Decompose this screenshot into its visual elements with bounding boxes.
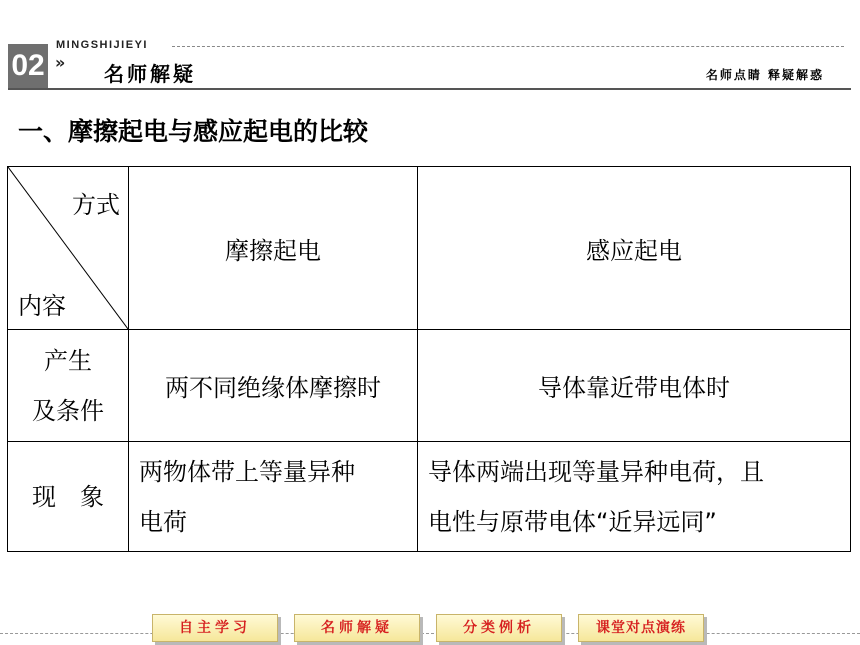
nav-button-self-study[interactable]: 自主学习: [152, 614, 278, 642]
cell-line: 两物体带上等量异种: [139, 457, 355, 486]
table-row: [8, 330, 851, 442]
double-chevron-icon: »: [55, 53, 66, 72]
table-cell: 两不同绝缘体摩擦时: [129, 330, 418, 442]
table-cell: 导体靠近带电体时: [418, 330, 851, 442]
header-caption: 名师点睛 释疑解惑: [705, 68, 824, 82]
section-title: 名师解疑: [104, 62, 196, 86]
nav-button-teacher-explain[interactable]: 名师解疑: [294, 614, 420, 642]
cell-line: 导体两端出现等量异种电荷，且: [428, 457, 764, 486]
page-heading: 一、摩擦起电与感应起电的比较: [18, 117, 369, 146]
row-header-line: 及条件: [32, 396, 104, 425]
comparison-table: [7, 166, 851, 552]
table-header-row: [8, 167, 851, 330]
footer-dashed-divider: [0, 633, 860, 634]
column-header-friction: 摩擦起电: [129, 167, 418, 330]
corner-cell: [8, 167, 129, 330]
table-row: [8, 442, 851, 552]
corner-label-content: 内容: [18, 292, 66, 320]
nav-button-class-practice[interactable]: 课堂对点演练: [578, 614, 704, 642]
cell-line: 电性与原带电体“近异远同”: [428, 507, 717, 536]
section-pinyin: MINGSHIJIEYI: [56, 39, 148, 51]
column-header-induction: 感应起电: [418, 167, 851, 330]
row-header-line: 产生: [44, 346, 92, 375]
header-dashed-divider: [172, 46, 844, 47]
row-header-conditions: [8, 330, 129, 442]
table-cell: [129, 442, 418, 552]
section-number-badge: 02: [8, 44, 48, 88]
cell-line: 电荷: [139, 507, 187, 536]
row-header-phenomenon: 现 象: [8, 442, 129, 552]
nav-button-examples[interactable]: 分类例析: [436, 614, 562, 642]
corner-label-method: 方式: [72, 191, 120, 219]
header-divider: [8, 88, 851, 90]
table-cell: [418, 442, 851, 552]
